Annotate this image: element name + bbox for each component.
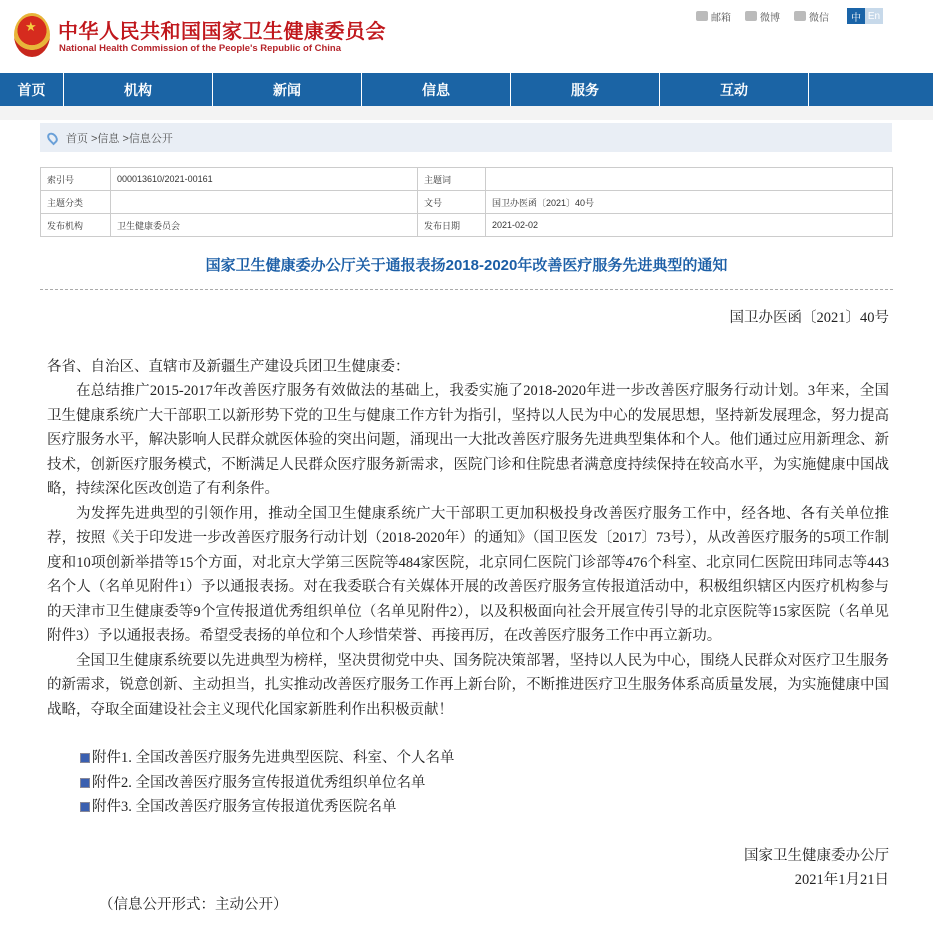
attachment-label: 附件2. 全国改善医疗服务宣传报道优秀组织单位名单 [92,774,426,791]
meta-value: 000013610/2021-00161 [111,168,418,191]
nav-interaction[interactable]: 互动 [660,73,809,106]
disclosure-form: （信息公开形式：主动公开） [99,896,288,913]
table-row [41,191,893,214]
meta-label: 发布日期 [418,214,486,237]
nav-services[interactable]: 服务 [511,73,660,106]
paragraph: 在总结推广2015-2017年改善医疗服务有效做法的基础上，我委实施了2018-2020年进一步改善医疗服务行动计划。3年来，全国卫生健康系统广大干部职工以新形势下党的卫生与健康工作方针为指引，坚持以人民为中心的发展思想，坚持新发展理念，努力提高医疗服务水平，解决影响人民群众就医体验的突出问题，涌现出一大批改善医疗服务先进典型集体和个人。他们通过应用新理念、新技术，创新医疗服务模式，不断满足人民群众医疗服务新需求，医院门诊和住院患者满意度持续保持在较高水平，为实施健康中国战略，持续深化医改创造了有利条件。 [47,383,889,497]
meta-label: 索引号 [41,168,111,191]
meta-label: 主题分类 [41,191,111,214]
document-metadata-table [40,167,893,237]
document-body [47,306,889,917]
nav-organization[interactable]: 机构 [64,73,213,106]
word-doc-icon [80,802,90,812]
breadcrumb-home[interactable]: 首页 [66,132,88,145]
site-header [0,0,933,72]
meta-value: 卫生健康委员会 [111,214,418,237]
spacer [47,820,889,844]
mail-link[interactable] [696,9,731,24]
attachment-link-2[interactable] [47,771,889,796]
nav-home[interactable]: 首页 [0,73,64,106]
attachment-link-1[interactable] [47,746,889,771]
nav-news[interactable]: 新闻 [213,73,362,106]
document-title: 国家卫生健康委办公厅关于通报表扬2018-2020年改善医疗服务先进典型的通知 [205,257,728,274]
lang-en-button[interactable]: En [865,8,883,24]
spacer [47,331,889,355]
meta-label: 文号 [418,191,486,214]
meta-value [486,168,893,191]
word-doc-icon [80,753,90,763]
word-doc-icon [80,778,90,788]
meta-value: 国卫办医函〔2021〕40号 [486,191,893,214]
wechat-label: 微信 [809,12,829,24]
table-row [41,214,893,237]
main-nav [0,73,933,106]
breadcrumb [40,123,892,152]
mail-label: 邮箱 [711,12,731,24]
table-row [41,168,893,191]
meta-value [111,191,418,214]
paragraph: 为发挥先进典型的引领作用，推动全国卫生健康系统广大干部职工更加积极投身改善医疗服务工作中，经各地、各有关单位推荐，按照《关于印发进一步改善医疗服务行动计划（2018-2020年）的通知》（国卫医发〔2017〕73号），从改善医疗服务的5项工作制度和10项创新举措等15个方面，对北京大学第三医院等484家医院，北京同仁医院门诊部等476个科室、北京同仁医院田玮同志等443名个人（名单见附件1）予以通报表扬。对在我委联合有关媒体开展的改善医疗服务宣传报道活动中，积极组织辖区内医疗机构参与的天津市卫生健康委等9个宣传报道优秀组织单位（名单见附件2），以及积极面向社会开展宣传引导的北京医院等15家医院（名单见附件3）予以通报表扬。希望受表扬的单位和个人珍惜荣誉、再接再厉，在改善医疗服务工作中再立新功。 [47,505,889,644]
site-title-cn[interactable]: 中华人民共和国国家卫生健康委员会 [58,21,386,43]
header-tools [696,8,883,24]
paragraph: 全国卫生健康系统要以先进典型为榜样，坚决贯彻党中央、国务院决策部署，坚持以人民为中心，围绕人民群众对医疗卫生服务的新需求，锐意创新、主动担当，扎实推动改善医疗服务工作再上新台阶，不断推进医疗卫生服务体系高质量发展，为实施健康中国战略，夺取全面建设社会主义现代化国家新胜利作出积极贡献！ [47,652,889,718]
meta-label: 发布机构 [41,214,111,237]
divider [40,289,893,290]
breadcrumb-info[interactable]: >信息 [91,132,120,145]
wechat-link[interactable] [794,9,829,24]
weibo-link[interactable] [745,9,780,24]
signature-date: 2021年1月21日 [794,872,889,888]
nav-information[interactable]: 信息 [362,73,511,106]
wechat-icon [794,11,806,21]
breadcrumb-info-public[interactable]: >信息公开 [122,132,173,145]
spacer [47,722,889,746]
document-number: 国卫办医函〔2021〕40号 [729,310,889,326]
attachment-label: 附件1. 全国改善医疗服务先进典型医院、科室、个人名单 [92,750,455,766]
language-switch [847,8,883,24]
weibo-label: 微博 [760,12,780,24]
mail-icon [696,11,708,21]
location-pin-icon [45,130,60,145]
signer: 国家卫生健康委办公厅 [744,847,889,864]
sub-nav-bar [0,106,933,120]
site-title-en: National Health Commission of the People's Republic of China [59,43,342,54]
attachment-link-3[interactable] [47,795,889,820]
lang-zh-button[interactable]: 中 [847,8,865,24]
weibo-icon [745,11,757,21]
meta-value: 2021-02-02 [486,214,893,237]
national-emblem-logo[interactable] [14,13,50,57]
meta-label: 主题词 [418,168,486,191]
salutation: 各省、自治区、直辖市及新疆生产建设兵团卫生健康委： [47,358,410,375]
attachment-label: 附件3. 全国改善医疗服务宣传报道优秀医院名单 [92,799,397,815]
